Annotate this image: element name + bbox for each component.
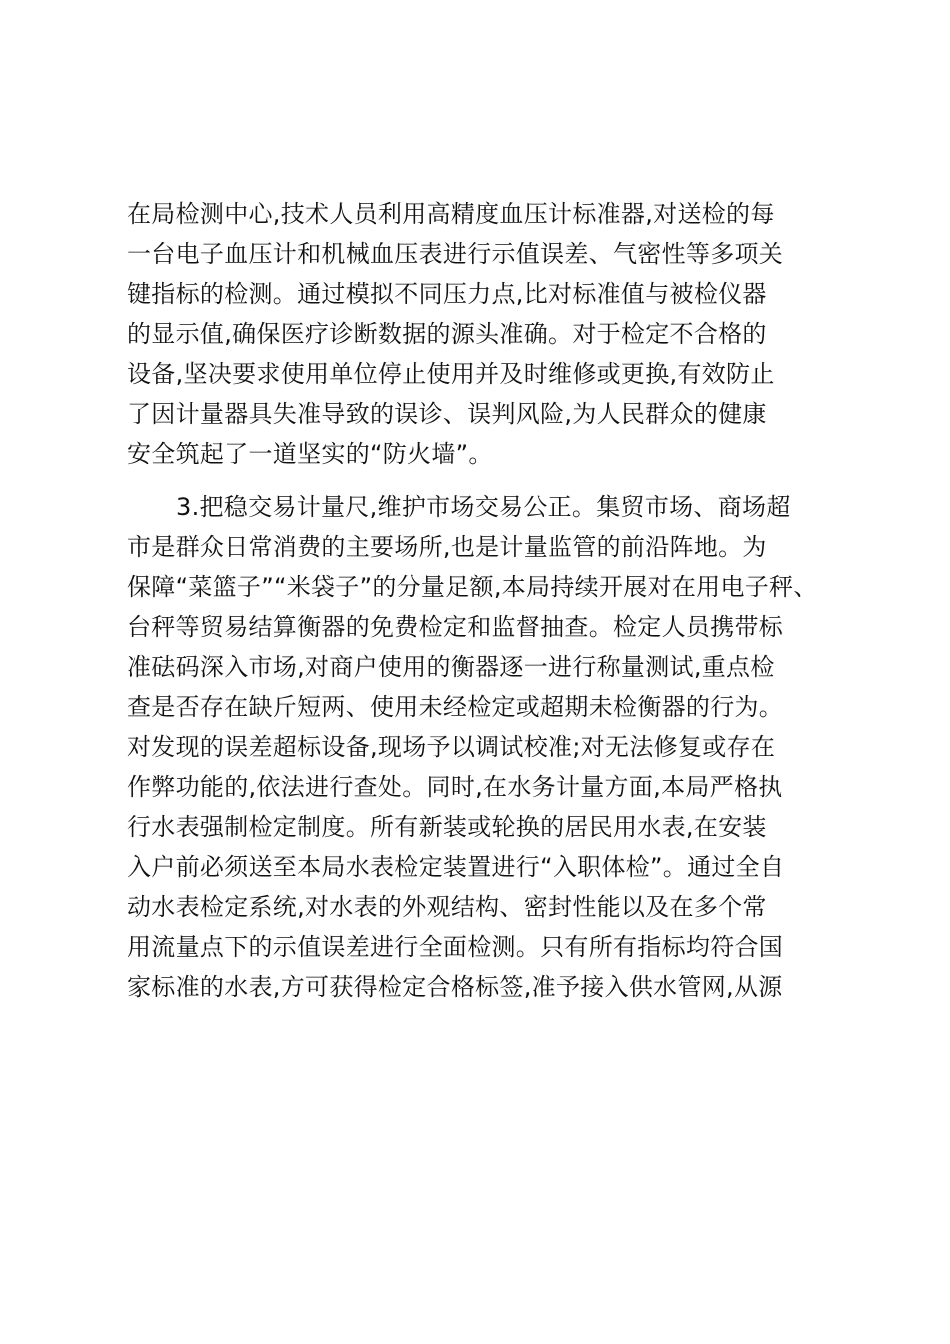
text-line: 行水表强制检定制度。所有新装或轮换的居民用水表,在安装	[127, 813, 767, 841]
paragraph-start-line: 3.把稳交易计量尺,维护市场交易公正。集贸市场、商场超	[176, 493, 791, 521]
text-line: 准砝码深入市场,对商户使用的衡器逐一进行称量测试,重点检	[127, 653, 775, 681]
text-line: 键指标的检测。通过模拟不同压力点,比对标准值与被检仪器	[127, 280, 767, 308]
text-line: 动水表检定系统,对水表的外观结构、密封性能以及在多个常	[127, 893, 767, 921]
text-line: 安全筑起了一道坚实的“防火墙”。	[127, 440, 493, 468]
text-line: 用流量点下的示值误差进行全面检测。只有所有指标均符合国	[127, 933, 784, 961]
text-line: 台秤等贸易结算衡器的免费检定和监督抽查。检定人员携带标	[127, 613, 784, 641]
text-line: 查是否存在缺斤短两、使用未经检定或超期未检衡器的行为。	[127, 693, 784, 721]
text-line: 的显示值,确保医疗诊断数据的源头准确。对于检定不合格的	[127, 320, 767, 348]
text-line: 保障“菜篮子”“米袋子”的分量足额,本局持续开展对在用电子秤、	[127, 573, 818, 601]
text-line: 对发现的误差超标设备,现场予以调试校准;对无法修复或存在	[127, 733, 776, 761]
text-line: 一台电子血压计和机械血压表进行示值误差、气密性等多项关	[127, 240, 784, 268]
text-line: 了因计量器具失准导致的误诊、误判风险,为人民群众的健康	[127, 400, 767, 428]
body-text	[127, 194, 827, 1007]
text-line: 入户前必须送至本局水表检定装置进行“入职体检”。通过全自	[127, 853, 785, 881]
text-line: 作弊功能的,依法进行查处。同时,在水务计量方面,本局严格执	[127, 773, 783, 801]
text-line: 设备,坚决要求使用单位停止使用并及时维修或更换,有效防止	[127, 360, 775, 388]
text-line: 市是群众日常消费的主要场所,也是计量监管的前沿阵地。为	[127, 533, 767, 561]
text-line: 在局检测中心,技术人员利用高精度血压计标准器,对送检的每	[127, 200, 775, 228]
text-line: 家标准的水表,方可获得检定合格标签,准予接入供水管网,从源	[127, 973, 783, 1001]
